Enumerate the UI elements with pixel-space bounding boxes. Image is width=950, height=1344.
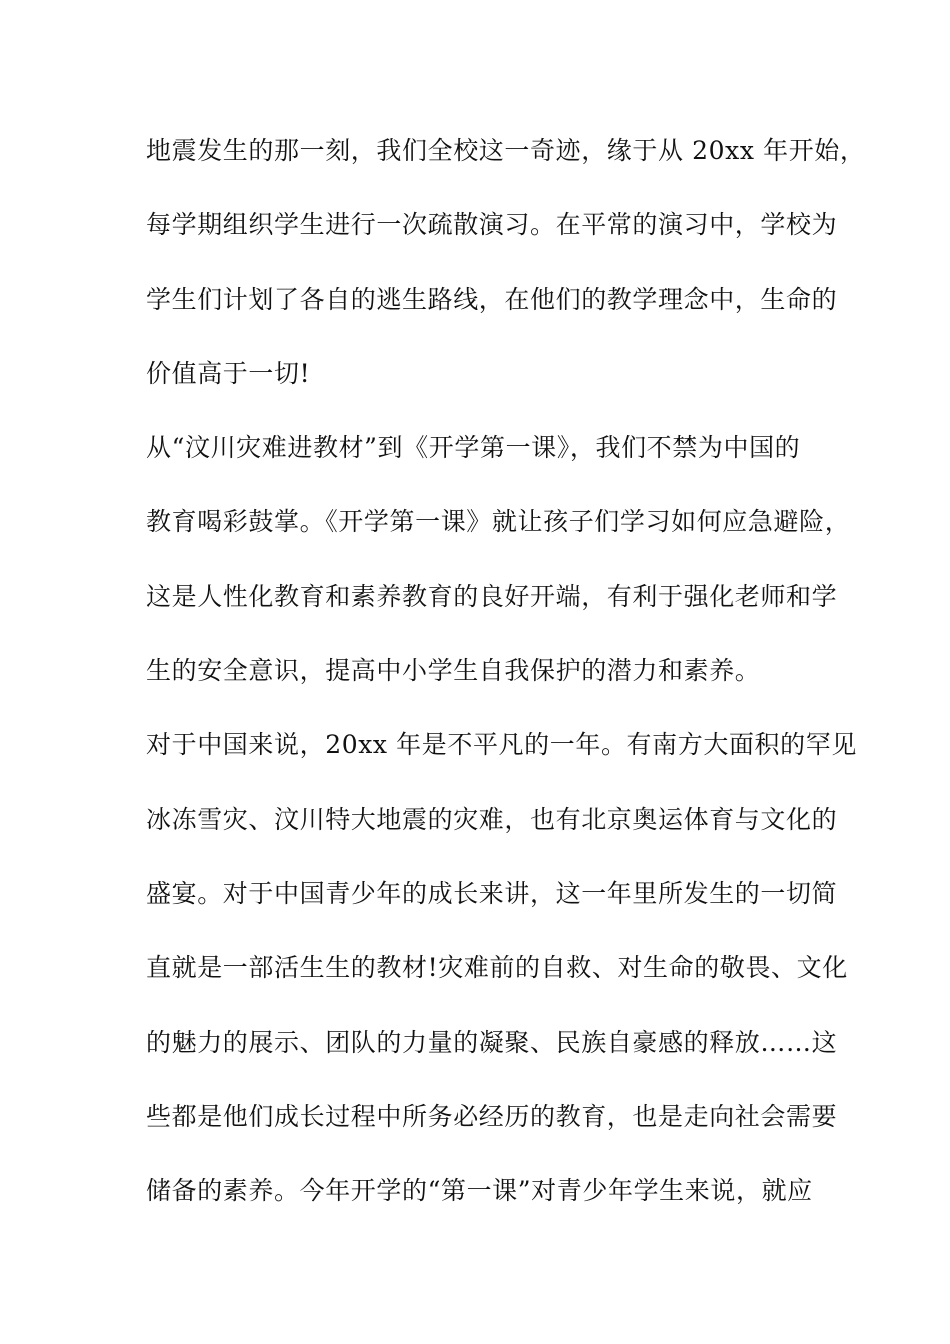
text-line: 从“汶川灾难进教材”到《开学第一课》，我们不禁为中国的: [146, 433, 801, 463]
text-line: 对于中国来说，20xx 年是不平凡的一年。有南方大面积的罕见: [146, 730, 857, 760]
text-line: 盛宴。对于中国青少年的成长来讲，这一年里所发生的一切简: [146, 878, 838, 908]
text-line: 价值高于一切!: [146, 358, 311, 388]
text-line: 教育喝彩鼓掌。《开学第一课》就让孩子们学习如何应急避险，: [146, 507, 851, 537]
text-line: 些都是他们成长过程中所务必经历的教育，也是走向社会需要: [146, 1101, 838, 1131]
text-line: 的魅力的展示、团队的力量的凝聚、民族自豪感的释放……这: [146, 1027, 838, 1057]
text-line: 每学期组织学生进行一次疏散演习。在平常的演习中，学校为: [146, 210, 838, 240]
text-line: 冰冻雪灾、汶川特大地震的灾难，也有北京奥运体育与文化的: [146, 804, 838, 834]
text-line: 储备的素养。今年开学的“第一课”对青少年学生来说，就应: [146, 1176, 813, 1206]
body-text: [146, 131, 866, 1245]
text-line: 学生们计划了各自的逃生路线，在他们的教学理念中，生命的: [146, 284, 838, 314]
text-line: 生的安全意识，提高中小学生自我保护的潜力和素养。: [146, 656, 761, 686]
text-line: 直就是一部活生生的教材!灾难前的自救、对生命的敬畏、文化: [146, 953, 848, 983]
text-line: 这是人性化教育和素养教育的良好开端，有利于强化老师和学: [146, 581, 838, 611]
text-line: 地震发生的那一刻，我们全校这一奇迹，缘于从 20xx 年开始，: [146, 136, 866, 165]
